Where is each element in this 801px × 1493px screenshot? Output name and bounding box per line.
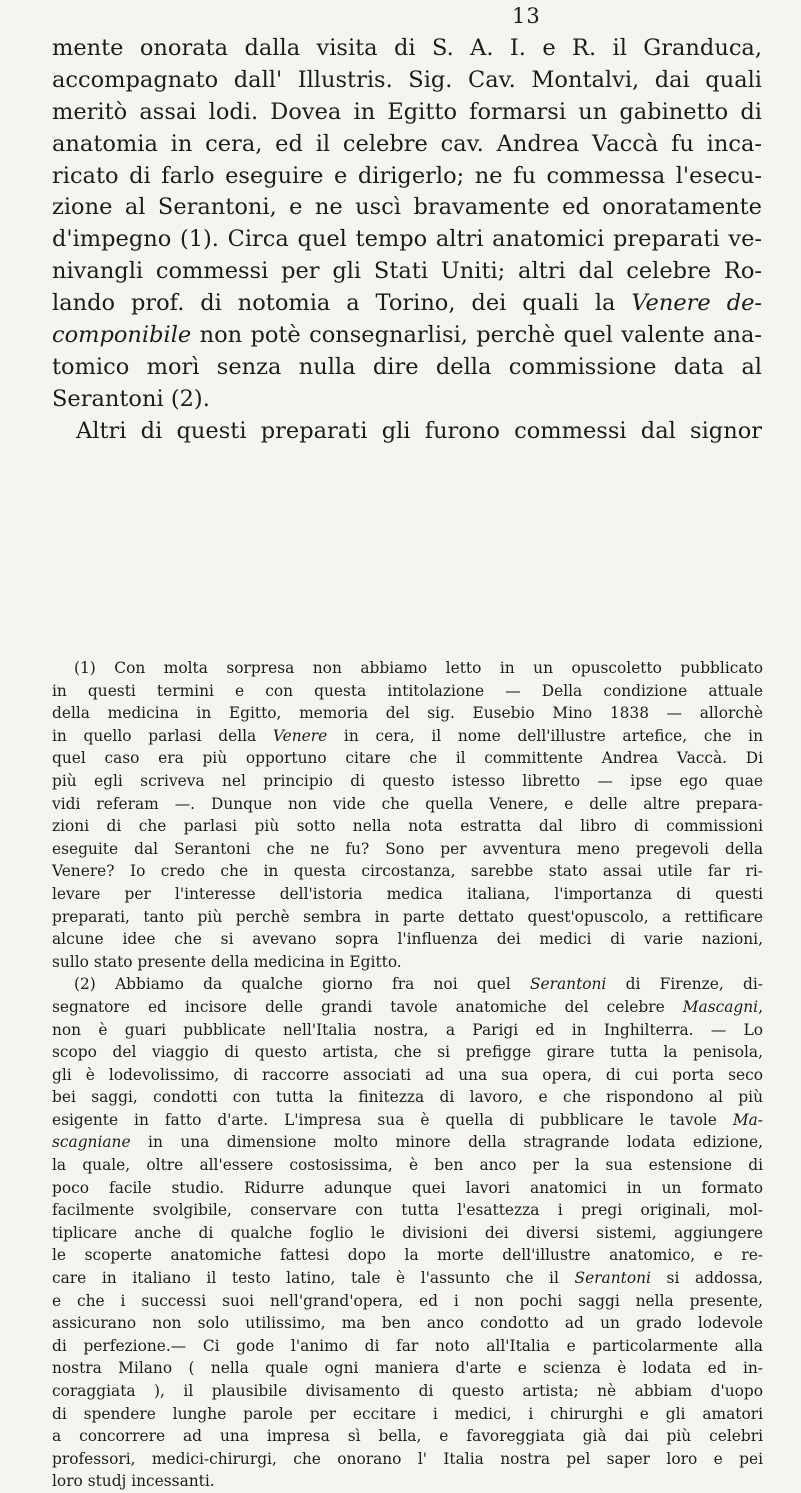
text-line: Serantoni (2). — [52, 385, 210, 412]
footnote-line: le scoperte anatomiche fattesi dopo la morte dell'illustre anatomico, e re- — [52, 1246, 763, 1265]
footnote-line: quel caso era più opportuno citare che il committente Andrea Vaccà. Di — [52, 749, 763, 768]
footnote-line: coraggiata ), il plausibile divisamento di questo artista; nè abbiam d'uopo — [52, 1382, 763, 1400]
footnote-line: care in italiano il testo latino, tale è l'assunto che il Serantoni si addossa, — [52, 1269, 763, 1288]
footnote-line: tiplicare anche di qualche foglio le divisioni dei diversi sistemi, aggiungere — [52, 1223, 763, 1242]
footnote-line: in quello parlasi della Venere in cera, il nome dell'illustre artefice, che in — [52, 726, 763, 745]
footnote-line: scopo del viaggio di questo artista, che si prefigge girare tutta la penisola, — [52, 1043, 763, 1062]
footnote-line: a concorrere ad una impresa sì bella, e favoreggiata già dai più celebri — [52, 1427, 763, 1446]
footnote-line: (1) Con molta sorpresa non abbiamo letto in un opuscoletto pubblicato — [74, 659, 763, 677]
text-line: mente onorata dalla visita di S. A. I. e R. il Granduca, — [52, 35, 762, 61]
footnote-line: di spendere lunghe parole per eccitare i medici, i chirurghi e gli amatori — [52, 1404, 763, 1423]
footnote-line: professori, medici-chirurgi, che onorano l' Italia nostra pel saper loro e pei — [52, 1449, 763, 1468]
footnote-line: in questi termini e con questa intitolazione — Della condizione attuale — [52, 681, 763, 700]
footnote-line: loro studj incessanti. — [52, 1472, 215, 1491]
footnotes — [52, 657, 763, 1493]
footnote-line: della medicina in Egitto, memoria del sig. Eusebio Mino 1838 — allorchè — [52, 704, 763, 723]
footnote-line: zioni di che parlasi più sotto nella nota estratta dal libro di commissioni — [52, 817, 763, 836]
footnote-line: esigente in fatto d'arte. L'impresa sua è quella di pubblicare le tavole Ma- — [52, 1110, 763, 1129]
text-line: tomico morì senza nulla dire della commissione data al — [52, 353, 762, 380]
text-line: Altri di questi preparati gli furono commessi dal signor — [76, 417, 762, 444]
text-line: anatomia in cera, ed il celebre cav. Andrea Vaccà fu inca- — [52, 130, 762, 157]
footnote-line: facilmente svolgibile, conservare con tutta l'esattezza i pregi originali, mol- — [52, 1201, 763, 1220]
page-number: 13 — [512, 4, 541, 28]
footnote-line: vidi referam —. Dunque non vide che quella Venere, e delle altre prepara- — [52, 794, 763, 813]
text-line: ricato di farlo eseguire e dirigerlo; ne fu commessa l'esecu- — [52, 162, 762, 189]
footnote-line: segnatore ed incisore delle grandi tavole anatomiche del celebre Mascagni, — [52, 997, 763, 1016]
footnote-line: scagniane in una dimensione molto minore della stragrande lodata edizione, — [52, 1133, 763, 1152]
footnote-line: gli è lodevolissimo, di raccorre associati ad una sua opera, di cui porta seco — [52, 1065, 763, 1084]
footnote-line: Venere? Io credo che in questa circostanza, sarebbe stato assai utile far ri- — [52, 862, 763, 881]
footnote-line: levare per l'interesse dell'istoria medica italiana, l'importanza di questi — [52, 884, 763, 903]
footnote-line: poco facile studio. Ridurre adunque quei lavori anatomici in un formato — [52, 1178, 763, 1197]
footnote-line: di perfezione.— Ci gode l'animo di far noto all'Italia e particolarmente alla — [52, 1336, 763, 1355]
footnote-line: preparati, tanto più perchè sembra in parte dettato quest'opuscolo, a rettificare — [52, 907, 763, 926]
footnote-line: (2) Abbiamo da qualche giorno fra noi quel Serantoni di Firenze, di- — [74, 975, 764, 994]
text-line: nivangli commessi per gli Stati Uniti; altri dal celebre Ro- — [52, 258, 762, 285]
footnote-line: e che i successi suoi nell'grand'opera, ed i non pochi saggi nella presente, — [52, 1291, 763, 1310]
text-line: zione al Serantoni, e ne uscì bravamente ed onoratamente — [52, 194, 762, 221]
footnote-line: più egli scriveva nel principio di questo istesso libretto — ipse ego quae — [52, 771, 763, 790]
footnote-line: alcune idee che si avevano sopra l'influenza dei medici di varie nazioni, — [52, 930, 763, 949]
footnote-line: eseguite dal Serantoni che ne fu? Sono per avventura meno pregevoli della — [52, 839, 763, 858]
text-line: lando prof. di notomia a Torino, dei quali la Venere de- — [52, 290, 763, 317]
main-text — [52, 33, 762, 448]
text-line: accompagnato dall' Illustris. Sig. Cav. Montalvi, dai quali — [52, 66, 762, 93]
footnote-line: sullo stato presente della medicina in Egitto. — [52, 952, 402, 971]
footnote-line: nostra Milano ( nella quale ogni maniera d'arte e scienza è lodata ed in- — [52, 1359, 763, 1378]
footnote-line: bei saggi, condotti con tutta la finitezza di lavoro, e che rispondono al più — [52, 1088, 763, 1107]
footnote-line: non è guari pubblicate nell'Italia nostra, a Parigi ed in Inghilterra. — Lo — [52, 1020, 763, 1039]
text-line: meritò assai lodi. Dovea in Egitto formarsi un gabinetto di — [52, 98, 762, 125]
footnote-line: assicurano non solo utilissimo, ma ben anco condotto ad un grado lodevole — [52, 1314, 763, 1333]
text-line: d'impegno (1). Circa quel tempo altri anatomici preparati ve- — [52, 226, 762, 253]
text-line: componibile non potè consegnarlisi, perchè quel valente ana- — [52, 322, 762, 349]
footnote-line: la quale, oltre all'essere costosissima, è ben anco per la sua estensione di — [52, 1156, 763, 1175]
